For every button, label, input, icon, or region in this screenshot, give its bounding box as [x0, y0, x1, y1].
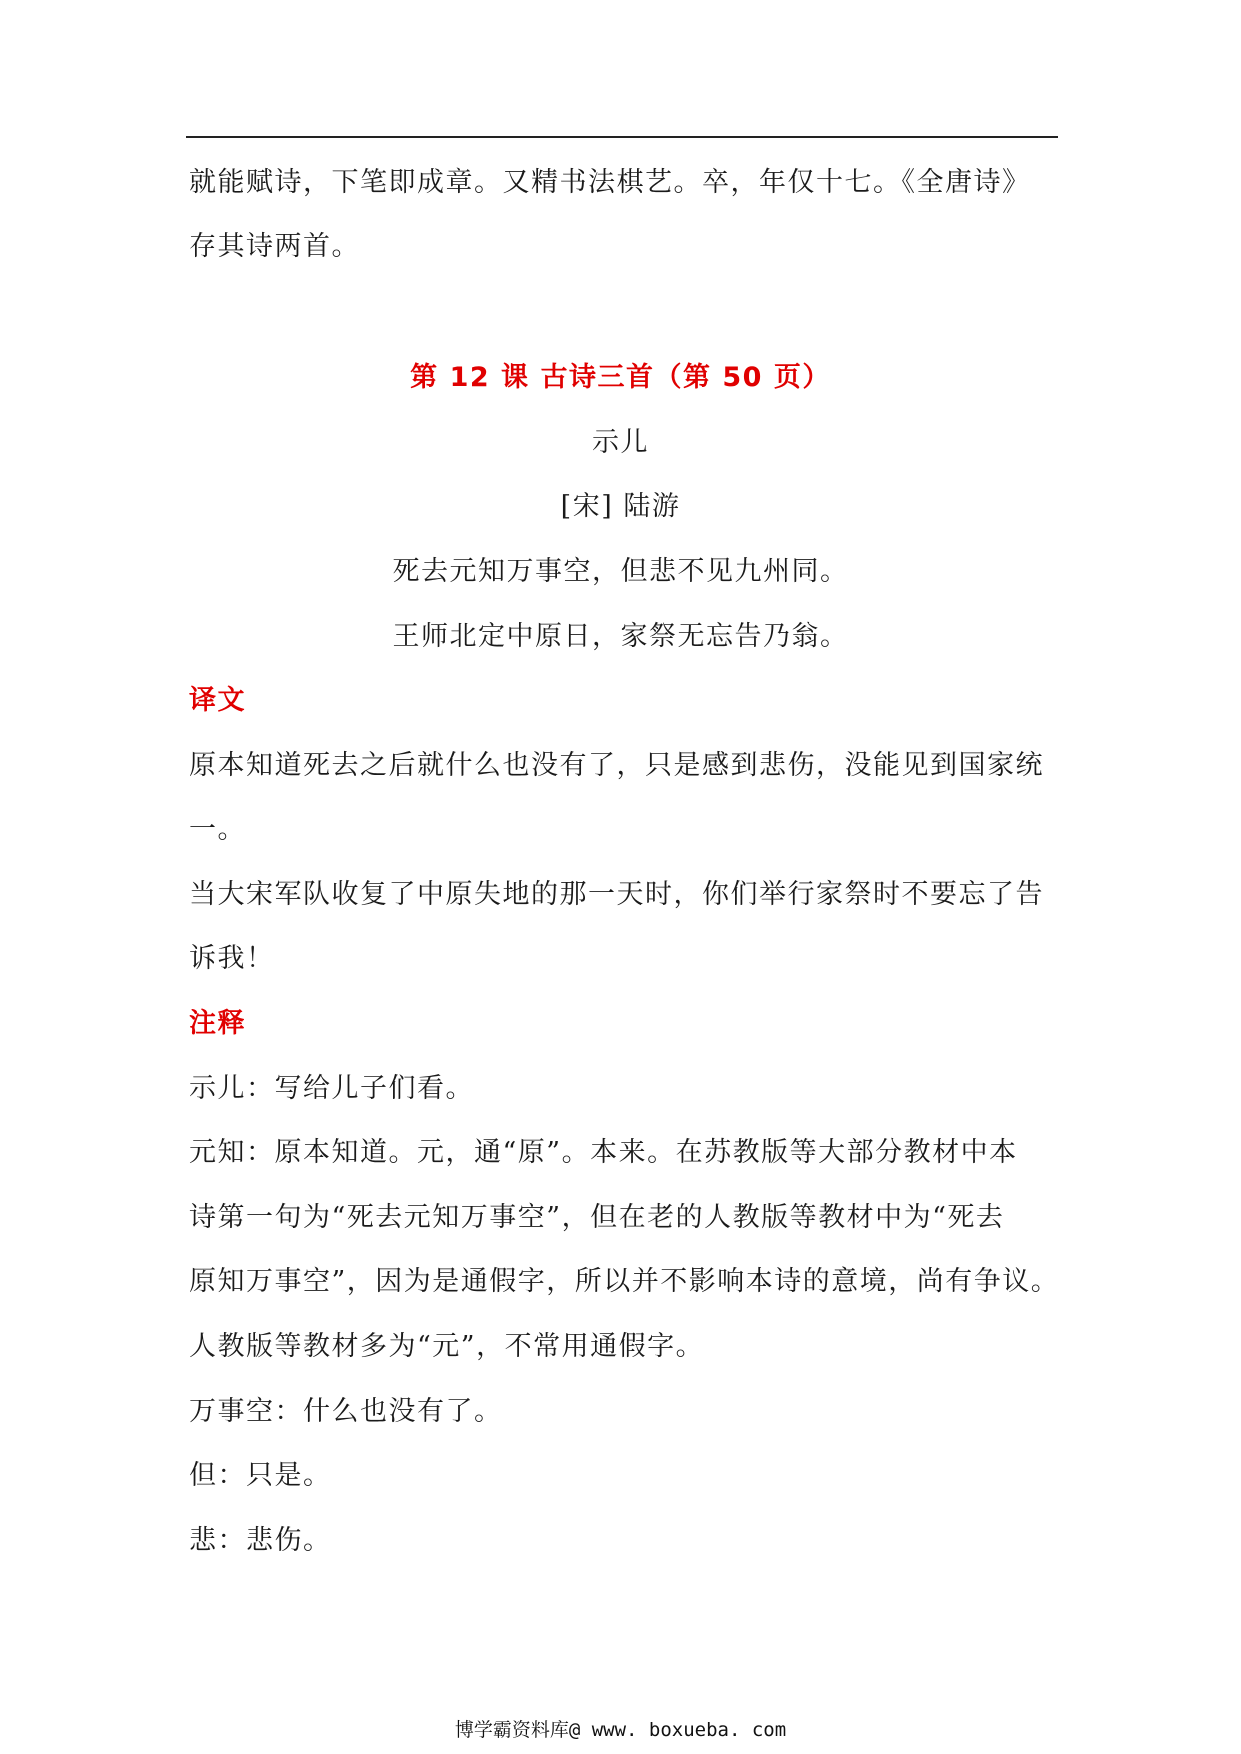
poem-line-1: 死去元知万事空，但悲不见九州同。 — [392, 556, 849, 587]
notes-heading: 注释 — [189, 1008, 246, 1039]
note-line-5: 人教版等教材多为“元”，不常用通假字。 — [189, 1331, 705, 1362]
note-line-6: 万事空：什么也没有了。 — [189, 1396, 503, 1427]
translation-heading: 译文 — [189, 685, 246, 716]
intro-line-2: 存其诗两首。 — [189, 231, 360, 262]
translation-line-3: 当大宋军队收复了中原失地的那一天时，你们举行家祭时不要忘了告 — [189, 879, 1044, 910]
note-line-1: 示儿：写给儿子们看。 — [189, 1073, 474, 1104]
translation-line-1: 原本知道死去之后就什么也没有了，只是感到悲伤，没能见到国家统 — [189, 750, 1044, 781]
poem-title: 示儿 — [592, 427, 649, 458]
header-rule — [186, 136, 1058, 138]
footer-watermark: 博学霸资料库@ www. boxueba. com — [454, 1719, 787, 1741]
translation-line-2: 一。 — [189, 814, 246, 845]
note-line-7: 但：只是。 — [189, 1460, 332, 1491]
note-line-4: 原知万事空”，因为是通假字，所以并不影响本诗的意境，尚有争议。 — [189, 1266, 1060, 1297]
poem-line-2: 王师北定中原日，家祭无忘告乃翁。 — [392, 621, 849, 652]
note-line-8: 悲：悲伤。 — [189, 1525, 332, 1556]
lesson-title: 第 12 课 古诗三首（第 50 页） — [410, 362, 831, 393]
intro-line-1: 就能赋诗，下笔即成章。又精书法棋艺。卒，年仅十七。《全唐诗》 — [189, 167, 1031, 198]
poem-author: [宋] 陆游 — [560, 491, 681, 522]
note-line-3: 诗第一句为“死去元知万事空”，但在老的人教版等教材中为“死去 — [189, 1202, 1005, 1233]
note-line-2: 元知：原本知道。元，通“原”。本来。在苏教版等大部分教材中本 — [189, 1137, 1018, 1168]
translation-line-4: 诉我！ — [189, 943, 275, 974]
